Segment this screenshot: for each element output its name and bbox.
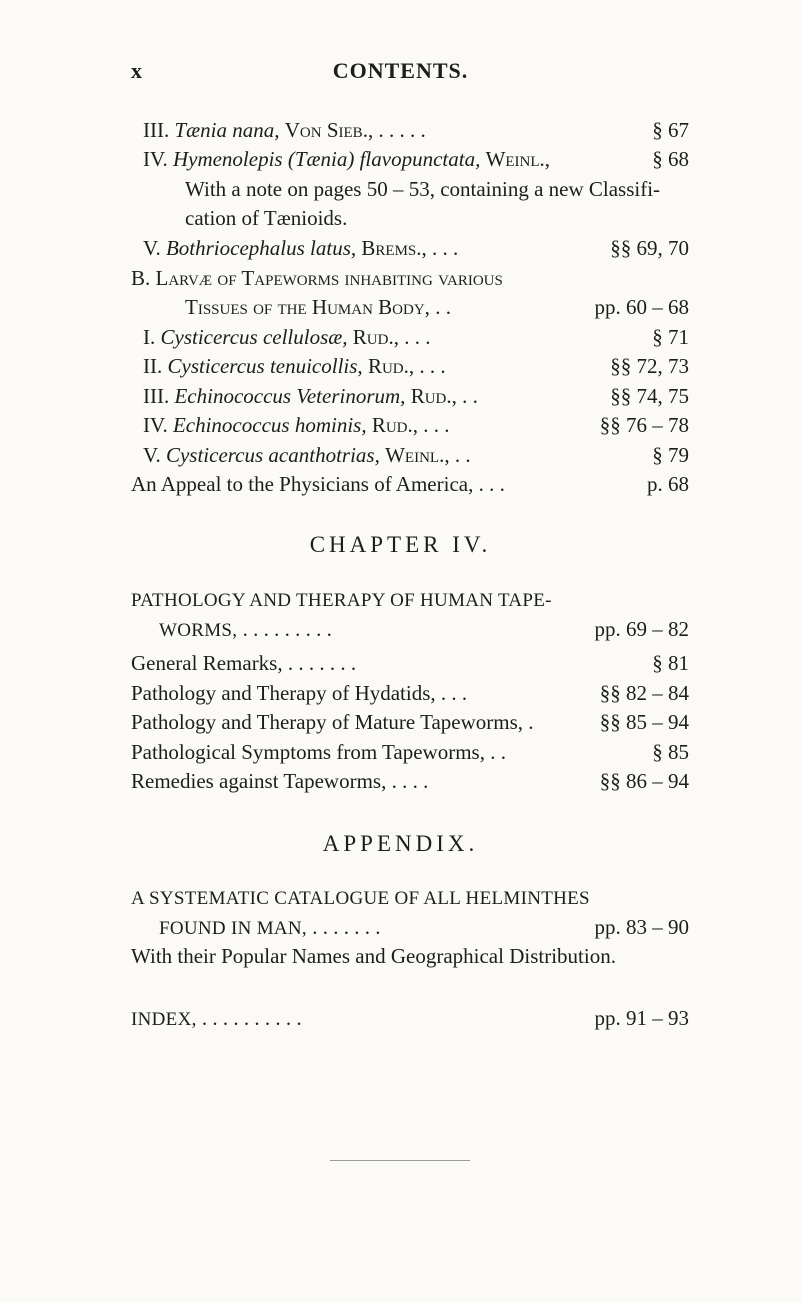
appendix-heading: APPENDIX.	[322, 831, 479, 856]
entry-a-iv: IV. Hymenolepis (Tænia) flavopunctata, Weinl.,	[143, 147, 551, 171]
chapter-title-line-1: PATHOLOGY AND THERAPY OF HUMAN TAPE-	[131, 590, 552, 611]
chapter-entry-5: Remedies against Tapeworms, . . . .	[131, 769, 429, 793]
entry-a-v-ref: §§ 69, 70	[610, 236, 689, 260]
appendix-subtitle: With their Popular Names and Geographical Distribution.	[131, 944, 616, 968]
chapter-heading: CHAPTER IV.	[309, 532, 492, 557]
entry-b-iv-ref: §§ 76 – 78	[599, 413, 689, 437]
appendix-title-ref: pp. 83 – 90	[594, 915, 689, 939]
appeal-entry: An Appeal to the Physicians of America, . . .	[131, 472, 505, 496]
section-b-heading-line-1: B. Larvæ of Tapeworms inhabiting various	[131, 266, 503, 290]
chapter-entry-5-ref: §§ 86 – 94	[599, 769, 689, 793]
entry-b-i: I. Cysticercus cellulosæ, Rud., . . .	[143, 325, 431, 349]
entry-b-iii: III. Echinococcus Veterinorum, Rud., . .	[143, 384, 478, 408]
entry-b-iv: IV. Echinococcus hominis, Rud., . . .	[143, 413, 450, 437]
entry-b-v: V. Cysticercus acanthotrias, Weinl., . .	[143, 443, 471, 467]
chapter-entry-3: Pathology and Therapy of Mature Tapeworms, .	[131, 710, 534, 734]
appendix-title-line-2: FOUND IN MAN, . . . . . . .	[159, 915, 381, 939]
appeal-ref: p. 68	[647, 472, 689, 496]
entry-b-ii: II. Cysticercus tenuicollis, Rud., . . .	[143, 354, 446, 378]
entry-a-iii-ref: § 67	[652, 118, 689, 142]
chapter-title-ref: pp. 69 – 82	[594, 617, 689, 641]
chapter-entry-1: General Remarks, . . . . . . .	[131, 651, 357, 675]
chapter-entry-1-ref: § 81	[652, 651, 689, 675]
entry-a-iv-ref: § 68	[652, 147, 689, 171]
entry-a-v: V. Bothriocephalus latus, Brems., . . .	[143, 236, 459, 260]
entry-b-v-ref: § 79	[652, 443, 689, 467]
index-ref: pp. 91 – 93	[594, 1006, 689, 1030]
note-line-2: cation of Tænioids.	[185, 206, 348, 230]
entry-a-iii: III. Tænia nana, Von Sieb., . . . . .	[143, 118, 426, 142]
entry-b-ii-ref: §§ 72, 73	[610, 354, 689, 378]
index-entry: INDEX, . . . . . . . . . .	[131, 1006, 302, 1030]
chapter-entry-4-ref: § 85	[652, 740, 689, 764]
section-divider	[330, 1160, 470, 1161]
section-b-heading-ref: pp. 60 – 68	[594, 295, 689, 319]
chapter-entry-2: Pathology and Therapy of Hydatids, . . .	[131, 681, 468, 705]
running-head-title: CONTENTS.	[332, 58, 469, 83]
chapter-entry-4: Pathological Symptoms from Tapeworms, . .	[131, 740, 506, 764]
folio-number: x	[131, 58, 143, 83]
chapter-entry-3-ref: §§ 85 – 94	[599, 710, 689, 734]
chapter-title-line-2: WORMS, . . . . . . . . .	[159, 617, 332, 641]
appendix-title-line-1: A SYSTEMATIC CATALOGUE OF ALL HELMINTHES	[131, 888, 590, 909]
entry-b-i-ref: § 71	[652, 325, 689, 349]
chapter-entry-2-ref: §§ 82 – 84	[599, 681, 689, 705]
entry-b-iii-ref: §§ 74, 75	[610, 384, 689, 408]
section-b-heading-line-2: Tissues of the Human Body, . .	[185, 295, 451, 319]
note-line-1: With a note on pages 50 – 53, containing a new Classifi-	[185, 177, 661, 201]
